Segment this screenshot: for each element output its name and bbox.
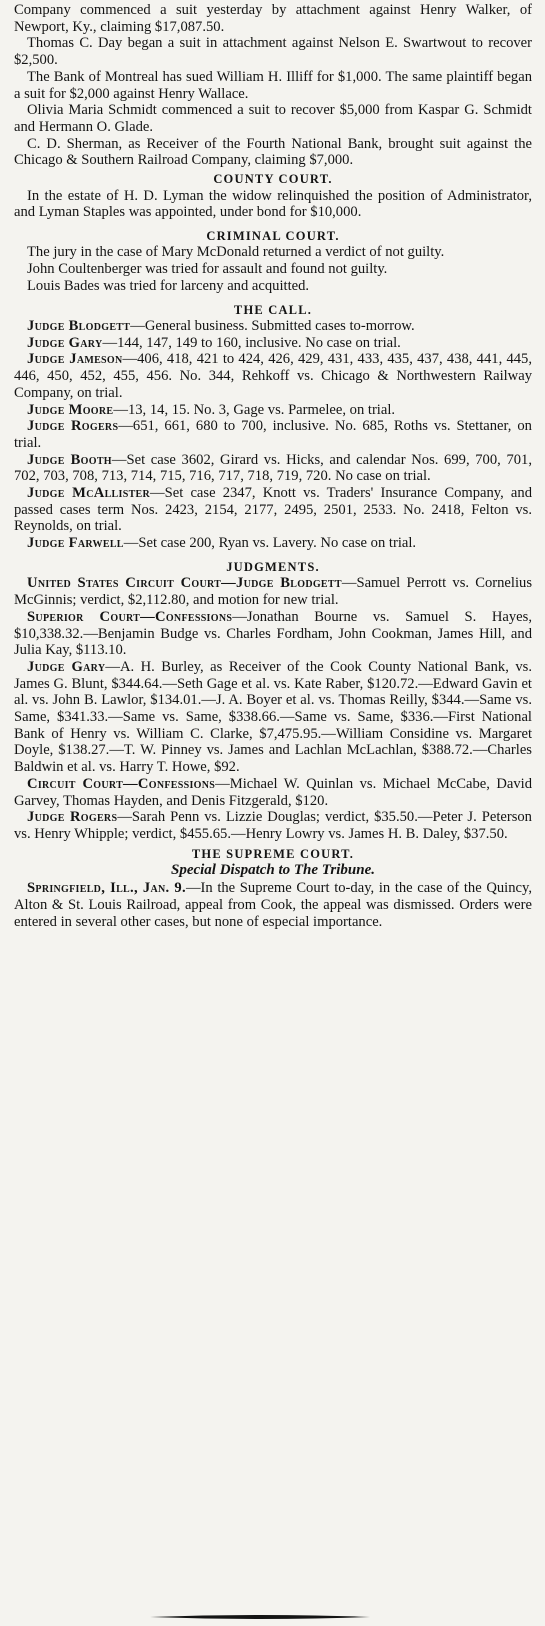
page-left-edge [0,0,6,1626]
news-paragraph: Thomas C. Day began a suit in attachment against Nelson E. Swartwout to recover $2,500. [14,35,532,69]
supreme-court-paragraph [14,880,532,930]
call-entry [14,418,532,451]
court-name: United States Circuit Court—Judge Blodgett [27,575,342,592]
judge-name: Judge Blodgett [27,318,131,335]
judgment-entry [14,776,532,809]
news-paragraph: Olivia Maria Schmidt commenced a suit to recover $5,000 from Kaspar G. Schmidt and Hermann O. Glade. [14,102,532,135]
call-entry [14,335,532,352]
call-entry-text: —Set case 3602, Girard vs. Hicks, and calendar Nos. 699, 700, 701, 702, 703, 708, 713, 714, 715, 716, 717, 718, 719, 720. No case on trial. [14,451,532,485]
civil-suits-section [14,2,532,169]
judge-name: Judge Booth [27,451,112,468]
call-entry [14,452,532,485]
call-entry-text: —13, 14, 15. No. 3, Gage vs. Parmelee, on trial. [113,401,396,418]
news-paragraph: In the estate of H. D. Lyman the widow relinquished the position of Administrator, and Lyman Staples was appointed, under bond for $10,000. [14,187,532,221]
dateline: Springfield, Ill., Jan. 9. [27,880,186,897]
judgment-entry [14,809,532,842]
court-name: Judge Gary [27,658,106,675]
court-name: Circuit Court—Confessions [27,775,216,792]
judgment-text: —Samuel Perrott vs. Cornelius McGinnis; verdict, $2,112.80, and motion for new trial. [14,575,532,609]
criminal-court-heading: CRIMINAL COURT. [206,228,340,243]
call-entry [14,535,532,552]
call-entry [14,402,532,419]
supreme-court-heading: THE SUPREME COURT. [191,846,355,861]
judge-name: Judge Jameson [27,351,123,368]
court-name: Judge Rogers [27,809,118,826]
judge-name: Judge Moore [27,401,114,418]
judge-name: Judge Farwell [27,535,124,552]
news-paragraph: Louis Bades was tried for larceny and acquitted. [27,277,310,294]
news-paragraph: The Bank of Montreal has sued William H. Illiff for $1,000. The same plaintiff began a suit for $2,000 against Henry Wallace. [14,68,532,102]
call-entry-text: —651, 661, 680 to 700, inclusive. No. 685, Roths vs. Stettaner, on trial. [14,418,532,451]
call-entry-text: —General business. Submitted cases to-morrow. [130,318,415,335]
the-call-heading: THE CALL. [233,302,313,317]
call-entry-text: —Set case 2347, Knott vs. Traders' Insurance Company, and passed cases term Nos. 2423, 2154, 2177, 2495, 2501, 2533. No. 2418, Felton vs. Reynolds, on trial. [14,485,533,535]
dispatch-subheading: Special Dispatch to The Tribune. [170,862,376,879]
judge-name: Judge Rogers [27,418,119,435]
call-entry [14,351,532,401]
judge-name: Judge McAllister [27,485,151,502]
judgment-text: —Jonathan Bourne vs. Samuel S. Hayes, $10,338.32.—Benjamin Budge vs. Charles Fordham, John Cookman, James Hill, and Julia Kay, $113.10. [14,608,532,659]
judgment-text: —Michael W. Quinlan vs. Michael McCabe, David Garvey, Thomas Hayden, and Denis Fitzgerald, $120. [14,775,533,809]
judgments-heading: JUDGMENTS. [226,559,320,574]
court-name: Superior Court—Confessions [27,608,233,625]
call-entry [14,485,532,535]
news-paragraph: The jury in the case of Mary McDonald returned a verdict of not guilty. [27,244,445,261]
call-entry-text: —Set case 200, Ryan vs. Lavery. No case on trial. [123,535,417,552]
judgment-text: —A. H. Burley, as Receiver of the Cook County National Bank, vs. James G. Blunt, $344.64.—Seth Gage et al. vs. Kate Raber, $120.72.—Edward Gavin et al. vs. John B. Lawlor, $134.01.—J. A. Boyer et al. vs. Thomas Reilly, $344.—Same vs. Same, $341.33.—Same vs. Same, $338.66.—Same vs. Same, $336.—First National Bank of Henry vs. William C. Clarke, $7,475.95.—William Considine vs. Margaret Doyle, $138.27.—T. W. Pinney vs. James and Lachlan McLachlan, $388.72.—Charles Baldwin et al. vs. Harry T. Howe, $92. [14,658,532,776]
call-entry [14,318,532,335]
news-paragraph: C. D. Sherman, as Receiver of the Fourth National Bank, brought suit against the Chicago & Southern Railroad Company, claiming $7,000. [14,135,532,169]
news-column [14,2,532,930]
county-court-heading: COUNTY COURT. [213,172,333,187]
call-entry-text: —406, 418, 421 to 424, 426, 429, 431, 433, 435, 437, 438, 441, 445, 446, 450, 452, 455, 456. No. 344, Rehkoff vs. Chicago & Northwestern Railway Company, on trial. [14,351,532,401]
news-paragraph: Company commenced a suit yesterday by attachment against Henry Walker, of Newport, Ky., claiming $17,087.50. [14,2,532,35]
news-paragraph: John Coultenberger was tried for assault and found not guilty. [27,261,388,278]
judgment-entry [14,609,532,659]
supreme-court-text: —In the Supreme Court to-day, in the case of the Quincy, Alton & St. Louis Railroad, appeal from Cook, the appeal was dismissed. Orders were entered in several other cases, but none of especial importance. [14,880,532,930]
judgment-entry [14,575,532,608]
judgment-text: —Sarah Penn vs. Lizzie Douglas; verdict, $35.50.—Peter J. Peterson vs. Henry Whipple; verdict, $455.65.—Henry Lowry vs. James H. B. Daley, $37.50. [14,809,532,842]
closing-ornament-rule [150,1614,370,1620]
judge-name: Judge Gary [27,334,103,351]
judgment-entry [14,659,532,776]
call-entry-text: —144, 147, 149 to 160, inclusive. No case on trial. [102,334,401,351]
